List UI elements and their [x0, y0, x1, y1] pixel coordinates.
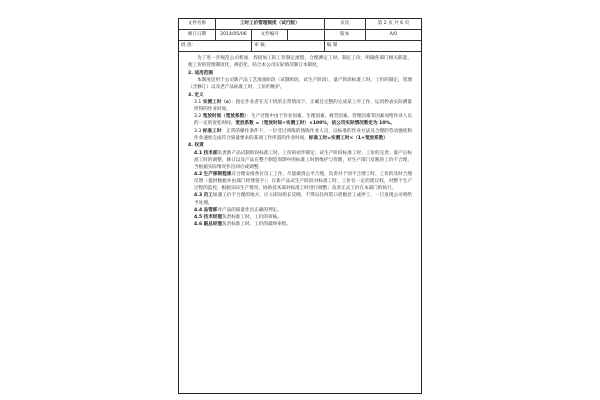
label-reviewed: 审 核：	[252, 41, 325, 52]
label-version: 版本	[324, 30, 365, 41]
responsibility-4-5	[188, 214, 412, 221]
item-number: 4.6	[194, 222, 203, 228]
label-approved: 批 准：	[179, 41, 252, 52]
item-number: 4.1	[194, 150, 203, 156]
term: 员工	[203, 193, 213, 199]
item-number: 3.1	[194, 99, 202, 105]
document-body	[179, 52, 421, 228]
intro-paragraph: 为了进一步规范公司机加、焊接加工的工价制定流程，合理测定工时、制定工价，明确各部门相关职能，使工价的管理制度化、规范化，结合本公司实际情况制订本制度。	[188, 56, 412, 69]
term: 技术经理	[203, 214, 222, 220]
responsibility-text: 负责新产品试制阶段标准工时、工价的初步制定；试生产阶段标准工时、工价的完善；量产后标准工时的调整、修订以及产品在整个制造周期中的标准工时的维护与管理，对生产部门反映的工价不合理，当根据实际情况作出回应或调整。	[194, 150, 412, 170]
term: 副总经理	[203, 222, 222, 228]
item-number: 4.4	[194, 207, 203, 213]
item-number: 3.3	[194, 128, 202, 134]
document-title: 工时工价管理制度（试行版）	[215, 19, 324, 30]
scope-paragraph: 本制度适用于公司新产品工艺准备阶段（试制阶段、试生产阶段），量产阶段标准工时、工价的制定，管理（含修订）以及老产品标准工时、工价的维护。	[188, 77, 412, 91]
version: A/0	[365, 30, 421, 41]
section-heading-scope: 2. 适用范围	[188, 70, 213, 76]
term: 宽放时间（宽放系数）	[202, 114, 247, 120]
responsibility-4-2	[188, 171, 412, 192]
file-number	[288, 30, 324, 41]
definition-text: ：生产过程中由于作业因素、生理因素、疲劳因素、管理因素等因素而给作业人员的一定的宽松时间。	[194, 114, 412, 127]
definition-text: ：指定作业者在无干扰的正常情况下，正确且完整的完成某工序工作，运用秒表实际测量所得的作业时间。	[194, 99, 412, 113]
responsibility-text: 应合理安排各位员工工作，尽量做到公平合理，负责对个别不合理工时、工价的及时合理反馈（提供数据并由部门经理签字）；在新产品试生产阶段对标准工时、工价有一定的建议权，对整个生产过程的监控，根据实际生产情况，协助技术部对标准工时进行调整；负责正式工价在本部门的执行。	[194, 172, 412, 192]
item-number: 4.2	[194, 172, 203, 177]
document-header-table	[179, 19, 421, 52]
section-heading-definitions: 3. 定义	[188, 92, 204, 98]
responsibility-text: 负责标准工时、工价的审核。	[222, 214, 282, 220]
responsibility-4-3	[188, 192, 412, 206]
label-file-name: 文件名称	[179, 19, 215, 30]
term: 标准工时	[202, 128, 222, 134]
label-prepared: 编 制	[324, 41, 421, 52]
term: 生产部制程课	[203, 172, 232, 177]
item-number: 4.5	[194, 214, 203, 220]
term: 品管部	[203, 207, 218, 213]
responsibility-text: 对产品的质量作出正确的判定。	[217, 207, 282, 213]
definition-3-3	[188, 128, 412, 142]
responsibility-4-6	[188, 221, 412, 228]
formula: 宽放系数 =（宽放时间÷实测工时）×100%，依公司实际情况暂定为 10%。	[235, 121, 395, 127]
revision-date: 2014/05/06	[215, 30, 251, 41]
definition-text: ：正常的操作条件下，一位受过训练的熟练作业人员，以标准的作业方法及合理的劳动强度和作业速度完成符合质量要求的某项工作所需的作业时间，	[194, 128, 412, 141]
definition-3-2	[188, 113, 412, 127]
label-revision-date: 修订日期	[179, 30, 215, 41]
document-page	[178, 18, 422, 394]
term: 技术部	[203, 150, 218, 156]
responsibility-text: 负责标准工时、工价的最终审批。	[222, 222, 291, 228]
responsibility-4-4	[188, 207, 412, 214]
item-number: 4.3	[194, 193, 203, 199]
responsibility-4-1	[188, 150, 412, 171]
term: 实测工时（s）	[202, 99, 232, 105]
label-page: 页次	[324, 19, 365, 30]
responsibility-text: 如遇工价不合理的地方，应立即向组长反映，不得以任何借口消极怠工或停工，一旦发现公司将给予处理。	[194, 193, 412, 206]
section-heading-responsibilities: 4. 权责	[188, 143, 204, 149]
definition-3-1	[188, 99, 412, 113]
formula: 标准工时=实测工时×（1+宽放系数）	[308, 135, 388, 141]
item-number: 3.2	[194, 114, 202, 120]
label-file-number: 文件编号	[252, 30, 288, 41]
page-number: 第 2 页 共 6 页	[365, 19, 421, 30]
